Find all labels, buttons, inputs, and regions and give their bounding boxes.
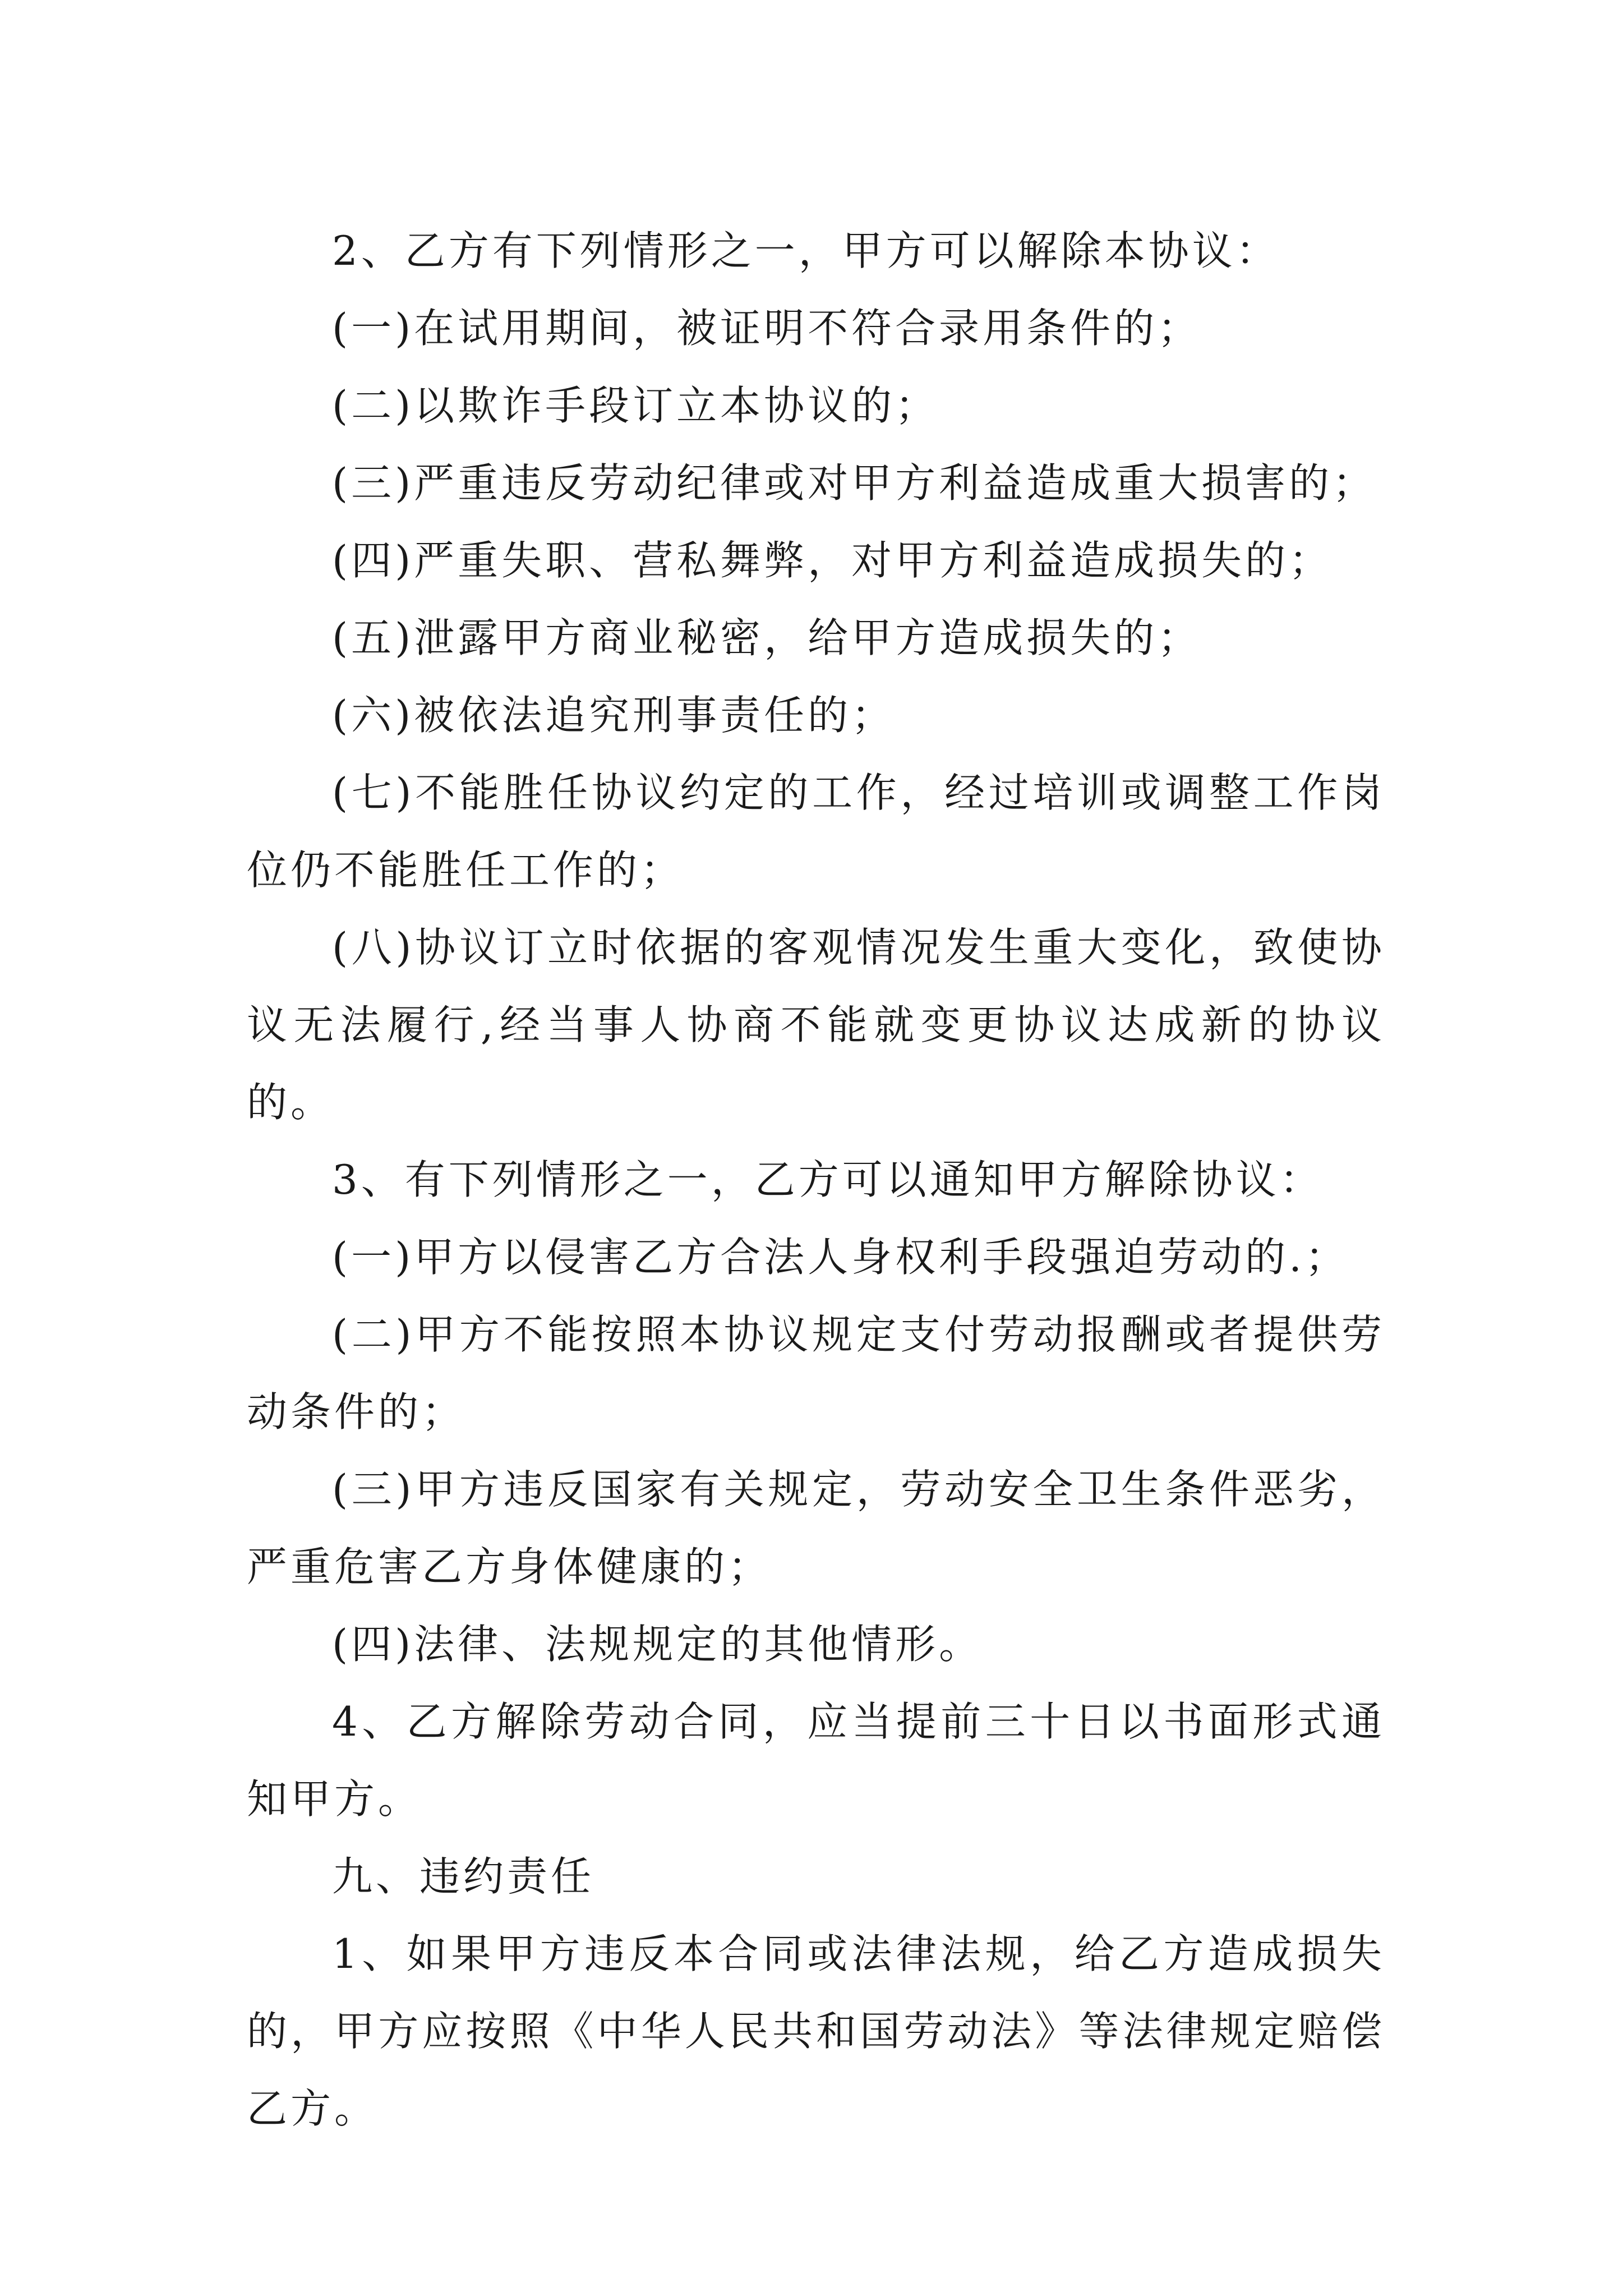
paragraph-item-7: (七)不能胜任协议约定的工作，经过培训或调整工作岗位仍不能胜任工作的； — [247, 769, 1385, 894]
paragraph-liability-1: 1、如果甲方违反本合同或法律法规，给乙方造成损失的，甲方应按照《中华人民共和国劳动法》等法律规定赔偿乙方。 — [247, 1930, 1385, 2132]
paragraph-item-1: (一)在试用期间，被证明不符合录用条件的； — [332, 305, 1202, 352]
paragraph-item-5: (五)泄露甲方商业秘密，给甲方造成损失的； — [332, 614, 1202, 661]
paragraph-item-4b: (四)法律、法规规定的其他情形。 — [332, 1621, 983, 1668]
paragraph-item-2: (二)以欺诈手段订立本协议的； — [332, 382, 939, 429]
paragraph-item-2b: (二)甲方不能按照本协议规定支付劳动报酬或者提供劳动条件的； — [247, 1311, 1385, 1435]
paragraph-item-4: (四)严重失职、营私舞弊，对甲方利益造成损失的； — [332, 537, 1333, 584]
paragraph-item-6: (六)被依法追究刑事责任的； — [332, 692, 896, 739]
paragraph-item-1b: (一)甲方以侵害乙方合法人身权利手段强迫劳动的.； — [332, 1234, 1349, 1281]
paragraph-clause-3: 3、有下列情形之一，乙方可以通知甲方解除协议： — [332, 1156, 1324, 1203]
section-heading-breach-liability: 九、违约责任 — [332, 1853, 595, 1900]
document-body — [247, 212, 1385, 2147]
paragraph-item-8: (八)协议订立时依据的客观情况发生重大变化，致使协议无法履行,经当事人协商不能就变更协议达成新的协议的。 — [247, 924, 1385, 1126]
paragraph-clause-4: 4、乙方解除劳动合同，应当提前三十日以书面形式通知甲方。 — [247, 1698, 1385, 1823]
paragraph-item-3b: (三)甲方违反国家有关规定，劳动安全卫生条件恶劣，严重危害乙方身体健康的； — [247, 1466, 1385, 1590]
paragraph-item-3: (三)严重违反劳动纪律或对甲方利益造成重大损害的； — [332, 459, 1377, 507]
paragraph-clause-2: 2、乙方有下列情形之一，甲方可以解除本协议： — [332, 227, 1280, 274]
